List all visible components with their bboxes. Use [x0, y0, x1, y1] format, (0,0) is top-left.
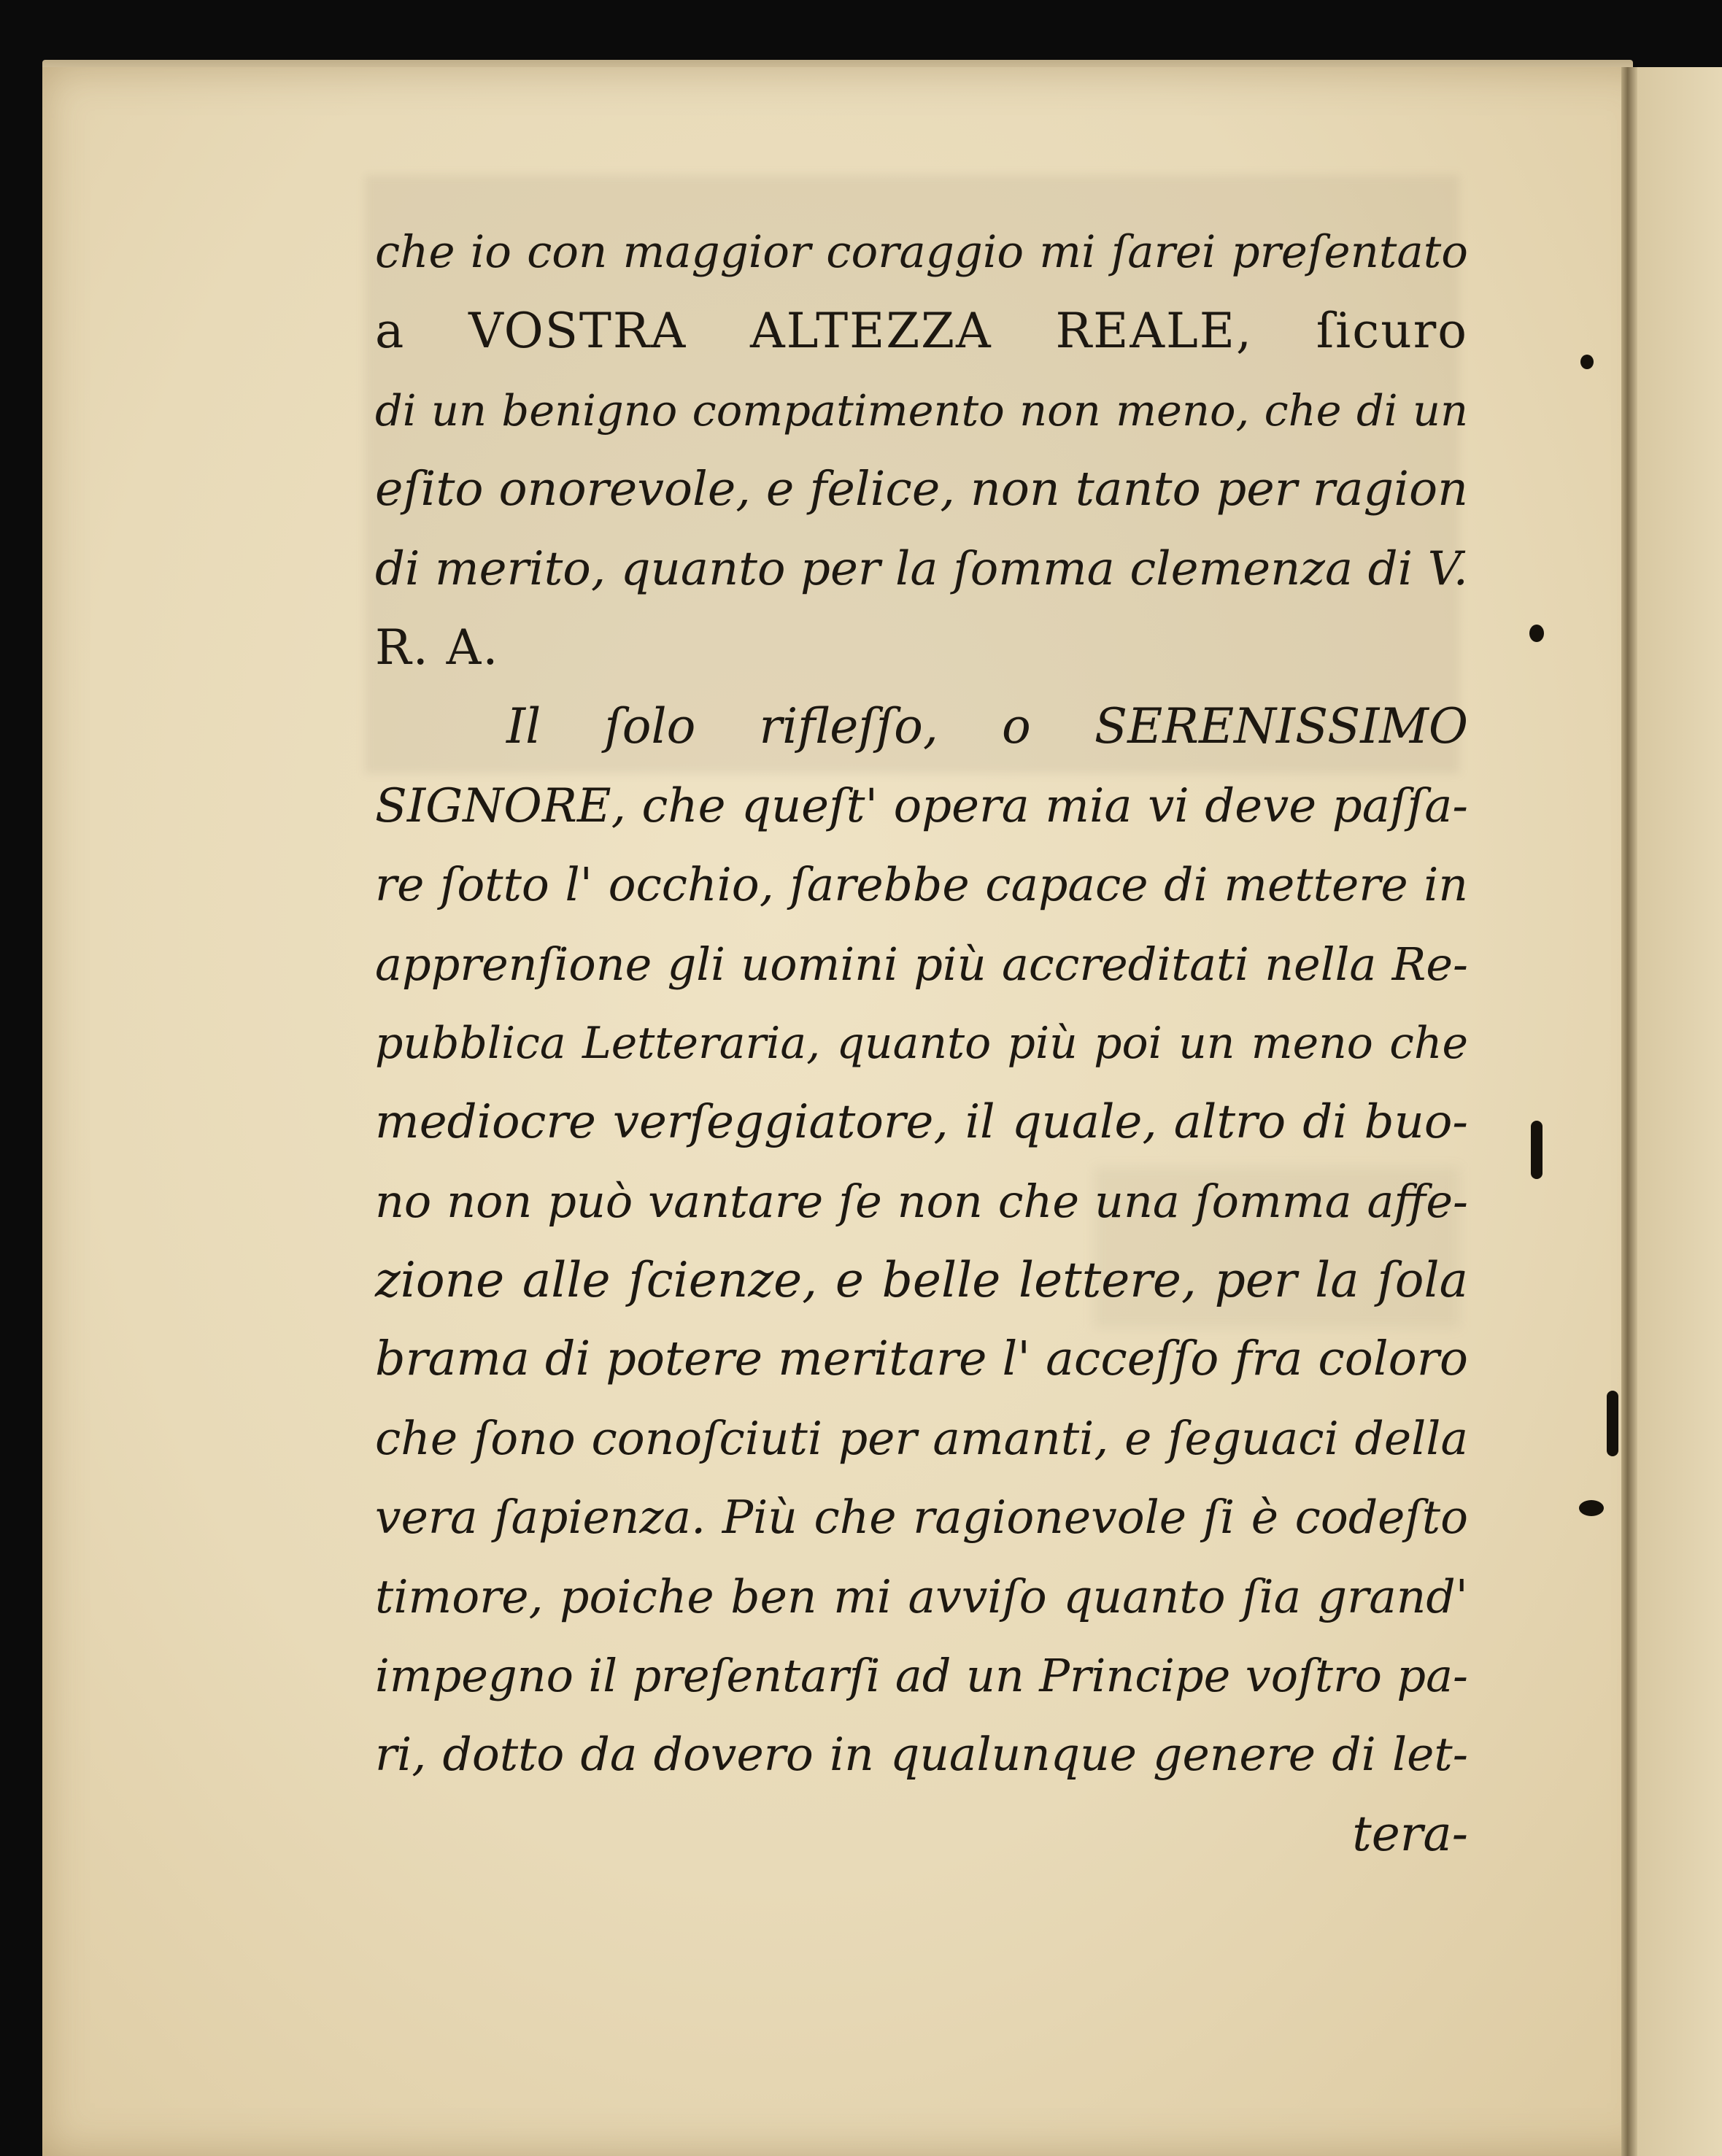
ink-blot: [1580, 355, 1594, 369]
text-line: pubblica Letteraria, quanto più poi un meno che: [375, 1017, 1468, 1069]
facing-page-edge: [1637, 67, 1722, 2156]
text-line: di un benigno compatimento non meno, che di un: [375, 385, 1468, 436]
catchword: tera-: [1352, 1805, 1468, 1862]
text-line: no non può vantare ſe non che una ſomma affe-: [375, 1174, 1468, 1228]
text-line: re ſotto l' occhio, ſarebbe capace di mettere in: [375, 858, 1468, 912]
text-line: timore, poiche ben mi avviſo quanto ſia grand': [375, 1569, 1468, 1623]
text-line: SIGNORE, che queſt' opera mia vi deve paſſa-: [375, 778, 1468, 833]
text-line: zione alle ſcienze, e belle lettere, per la ſola: [375, 1252, 1468, 1309]
text-line: eſito onorevole, e felice, non tanto per ragion: [375, 462, 1468, 517]
text-line: impegno il preſentarſi ad un Principe voſtro pa-: [375, 1649, 1468, 1703]
text-line: R. A.: [375, 619, 500, 676]
ink-blot: [1607, 1391, 1618, 1456]
text-line: di merito, quanto per la ſomma clemenza di V.: [375, 541, 1468, 596]
text-line: brama di potere meritare l' acceſſo fra coloro: [375, 1332, 1468, 1387]
text-line: che ſono conoſciuti per amanti, e ſeguaci della: [375, 1411, 1468, 1465]
ink-blot: [1579, 1500, 1604, 1516]
body-text: [375, 213, 1468, 1874]
book-gutter: [1621, 67, 1637, 2156]
text-line: che io con maggior coraggio mi ſarei preſentato: [375, 226, 1468, 278]
text-line: ri, dotto da dovero in qualunque genere di let-: [375, 1728, 1468, 1782]
text-line: vera ſapienza. Più che ragionevole ſi è codeſto: [375, 1491, 1468, 1545]
text-line: a VOSTRA ALTEZZA REALE, ſicuro: [375, 303, 1468, 360]
paragraph-start-line: Il ſolo rifleſſo, o SERENISSIMO: [506, 698, 1468, 755]
text-line: apprenſione gli uomini più accreditati nella Re-: [375, 937, 1468, 991]
ink-blot: [1531, 1121, 1543, 1179]
ink-blot: [1529, 625, 1544, 642]
text-line: mediocre verſeggiatore, il quale, altro di buo-: [375, 1095, 1468, 1150]
